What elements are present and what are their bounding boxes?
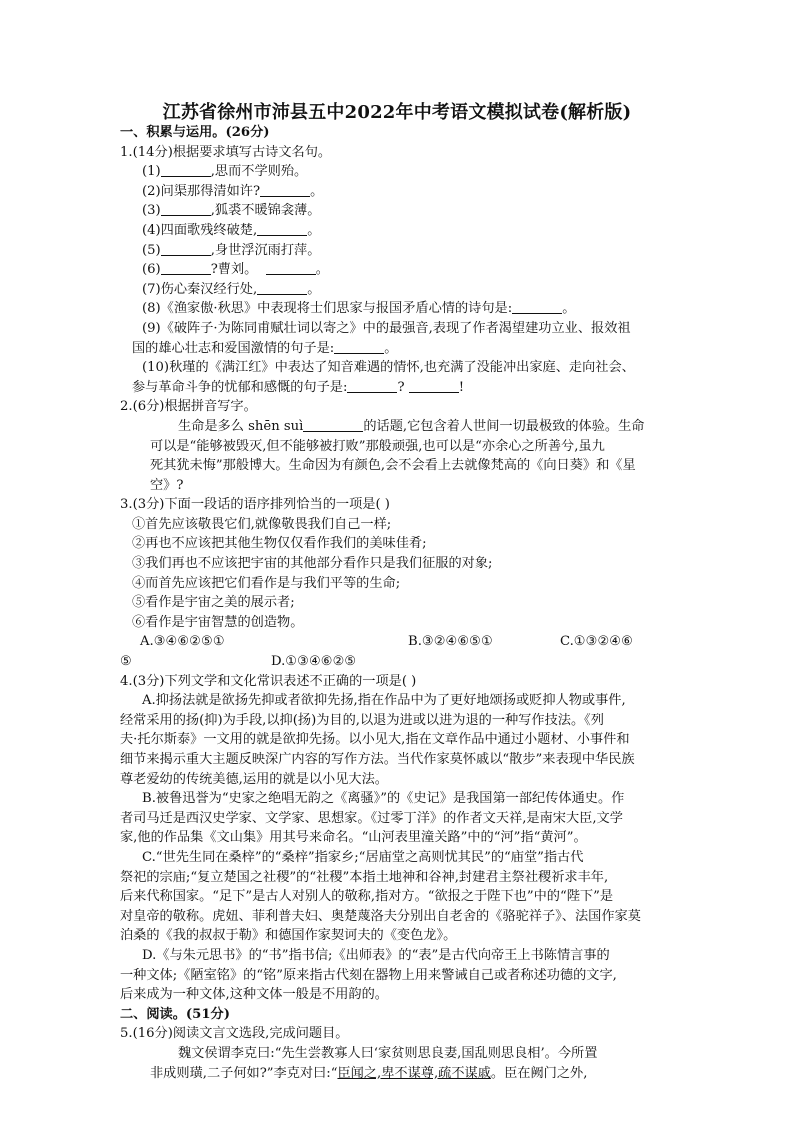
sentence-item: ⑥看作是宇宙智慧的创造物。 — [132, 614, 304, 630]
option-c-cont: ⑤ — [120, 654, 132, 670]
answer-options — [120, 652, 680, 672]
question-3-heading: 3.(3分)下面一段话的语序排列恰当的一项是( ) — [120, 497, 390, 513]
question-1-item-cont: 国的雄心壮志和爱国激情的句子是: 。 — [132, 340, 398, 356]
paragraph-line: 细节来揭示重大主题反映深广内容的写作方法。当代作家莫怀戚以“散步”来表现中华民族 — [120, 752, 635, 767]
answer-blank[interactable] — [260, 182, 310, 197]
question-1-item: (3) ,狐裘不暖锦衾薄。 — [142, 203, 321, 219]
question-1-item: (7)伤心秦汉经行处, 。 — [142, 281, 321, 297]
question-1-item: (5) ,身世浮沉雨打萍。 — [142, 242, 321, 258]
paragraph-line: C.“世先生同在桑梓”的“桑梓”指家乡;“居庙堂之高则忧其民”的“庙堂”指古代 — [142, 849, 584, 865]
answer-blank[interactable] — [334, 339, 384, 354]
question-1-item: (2)问渠那得清如许? 。 — [142, 183, 324, 199]
section-heading-1: 一、积累与运用。(26分) — [120, 125, 270, 140]
paragraph-line: 可以是“能够被毁灭,但不能够被打败”那般顽强,也可以是“亦余心之所善兮,虽九 — [150, 438, 605, 454]
sentence-item: ②再也不应该把其他生物仅仅看作我们的美味佳肴; — [132, 536, 427, 552]
paragraph-line: 后来代称国家。“足下”是古人对别人的敬称,指对方。“欲报之于陛下也”中的“陛下”是 — [120, 889, 614, 905]
paragraph-line: 非成则璜,二子何如?”李克对曰:“臣闻之,卑不谋尊,疏不谋戚。臣在阙门之外, — [150, 1065, 588, 1081]
paragraph-line: 后来成为一种文体,这种文体一般是不用韵的。 — [120, 987, 388, 1003]
paragraph-line: D.《与朱元思书》的“书”指书信;《出师表》的“表”是古代向帝王上书陈情言事的 — [142, 947, 610, 963]
sentence-item: ①首先应该敬畏它们,就像敬畏我们自己一样; — [132, 516, 392, 532]
question-1-item: (10)秋瑾的《满江红》中表达了知音难遇的情怀,也充满了没能冲出家庭、走向社会、 — [142, 360, 635, 376]
paragraph-line: A.抑扬法就是欲扬先抑或者欲抑先扬,指在作品中为了更好地颂扬或贬抑人物或事件, — [142, 693, 626, 709]
paragraph-line: 对皇帝的敬称。虎妞、菲利普夫妇、奥楚蔑洛夫分别出自老舍的《骆驼祥子》、法国作家莫 — [120, 908, 641, 924]
paragraph-line: 死其犹未悔”那般博大。生命因为有颜色,会不会看上去就像梵高的《向日葵》和《星 — [150, 458, 636, 474]
option-d[interactable]: D.①③④⑥②⑤ — [271, 654, 357, 670]
answer-blank[interactable] — [161, 162, 211, 177]
document-title: 江苏省徐州市沛县五中2022年中考语文模拟试卷(解析版) — [162, 102, 632, 123]
answer-blank[interactable] — [257, 221, 307, 236]
option-c[interactable]: C.①③②④⑥ — [560, 634, 633, 650]
underlined-sentence: 臣闻之,卑不谋尊,疏不谋戚 — [337, 1065, 491, 1081]
option-a[interactable]: A.③④⑥②⑤① — [140, 634, 225, 650]
answer-blank[interactable] — [512, 299, 562, 314]
paragraph-line: 夫·托尔斯泰》一文用的就是欲抑先扬。以小见大,指在文章作品中通过小题材、小事件和 — [120, 732, 630, 748]
sentence-item: ③我们再也不应该把宇宙的其他部分看作只是我们征服的对象; — [132, 556, 493, 572]
answer-options — [120, 632, 680, 652]
question-2-heading: 2.(6分)根据拼音写字。 — [120, 399, 257, 415]
question-1-item: (8)《渔家傲·秋思》中表现将士们思家与报国矛盾心情的诗句是: 。 — [142, 301, 576, 317]
paragraph-line: 尊老爱幼的传统美德,运用的就是以小见大法。 — [120, 771, 388, 787]
question-1-item: (1) ,思而不学则殆。 — [142, 164, 308, 180]
answer-blank[interactable] — [266, 260, 316, 275]
paragraph-line: 者司马迁是西汉史学家、文学家、思想家。《过零丁洋》的作者文天祥,是南宋大臣,文学 — [120, 810, 623, 826]
question-1-item: (9)《破阵子·为陈同甫赋壮词以寄之》中的最强音,表现了作者渴望建功立业、报效祖 — [142, 320, 631, 336]
sentence-item: ④而首先应该把它们看作是与我们平等的生命; — [132, 575, 401, 591]
paragraph-line: 生命是多么 shēn suì 的话题,它包含着人世间一切最极致的体验。生命 — [178, 418, 645, 434]
answer-blank[interactable] — [257, 280, 307, 295]
question-5-heading: 5.(16分)阅读文言文选段,完成问题目。 — [120, 1026, 349, 1042]
paragraph-line: 一种文体;《陋室铭》的“铭”原来指古代刻在器物上用来警诫自己或者称述功德的文字, — [120, 967, 617, 983]
paragraph-line: 空》? — [150, 477, 184, 493]
question-1-item: (4)四面歌残终破楚, 。 — [142, 222, 321, 238]
answer-blank[interactable] — [347, 378, 397, 393]
question-1-heading: 1.(14分)根据要求填写古诗文名句。 — [120, 144, 332, 160]
question-1-item-cont: 参与革命斗争的忧郁和感慨的句子是: ? ! — [132, 379, 465, 395]
paragraph-line: B.被鲁迅誉为“史家之绝唱无韵之《离骚》”的《史记》是我国第一部纪传体通史。作 — [142, 791, 625, 807]
answer-blank[interactable] — [409, 378, 459, 393]
document-body — [120, 123, 680, 1083]
question-1-item: (6) ?曹刘。 。 — [142, 262, 329, 278]
answer-blank[interactable] — [161, 260, 211, 275]
paragraph-line: 魏文侯谓李克曰:“先生尝教寡人曰‘家贫则思良妻,国乱则思良相’。今所置 — [178, 1045, 598, 1061]
paragraph-line: 祭祀的宗庙;“复立楚国之社稷”的“社稷”本指土地神和谷神,封建君主祭社稷祈求丰年, — [120, 869, 609, 885]
answer-blank[interactable] — [303, 417, 363, 432]
question-4-heading: 4.(3分)下列文学和文化常识表述不正确的一项是( ) — [120, 673, 417, 689]
paragraph-line: 家,他的作品集《文山集》用其号来命名。“山河表里潼关路”中的“河”指“黄河”。 — [120, 830, 587, 846]
answer-blank[interactable] — [161, 241, 211, 256]
paragraph-line: 经常采用的扬(抑)为手段,以抑(扬)为目的,以退为进或以进为退的一种写作技法。《列 — [120, 712, 604, 728]
answer-blank[interactable] — [161, 201, 211, 216]
option-b[interactable]: B.③②④⑥⑤① — [408, 634, 493, 650]
section-heading-2: 二、阅读。(51分) — [120, 1006, 230, 1022]
sentence-item: ⑤看作是宇宙之美的展示者; — [132, 595, 295, 611]
paragraph-line: 泊桑的《我的叔叔于勒》和德国作家契诃夫的《变色龙》。 — [120, 928, 457, 944]
